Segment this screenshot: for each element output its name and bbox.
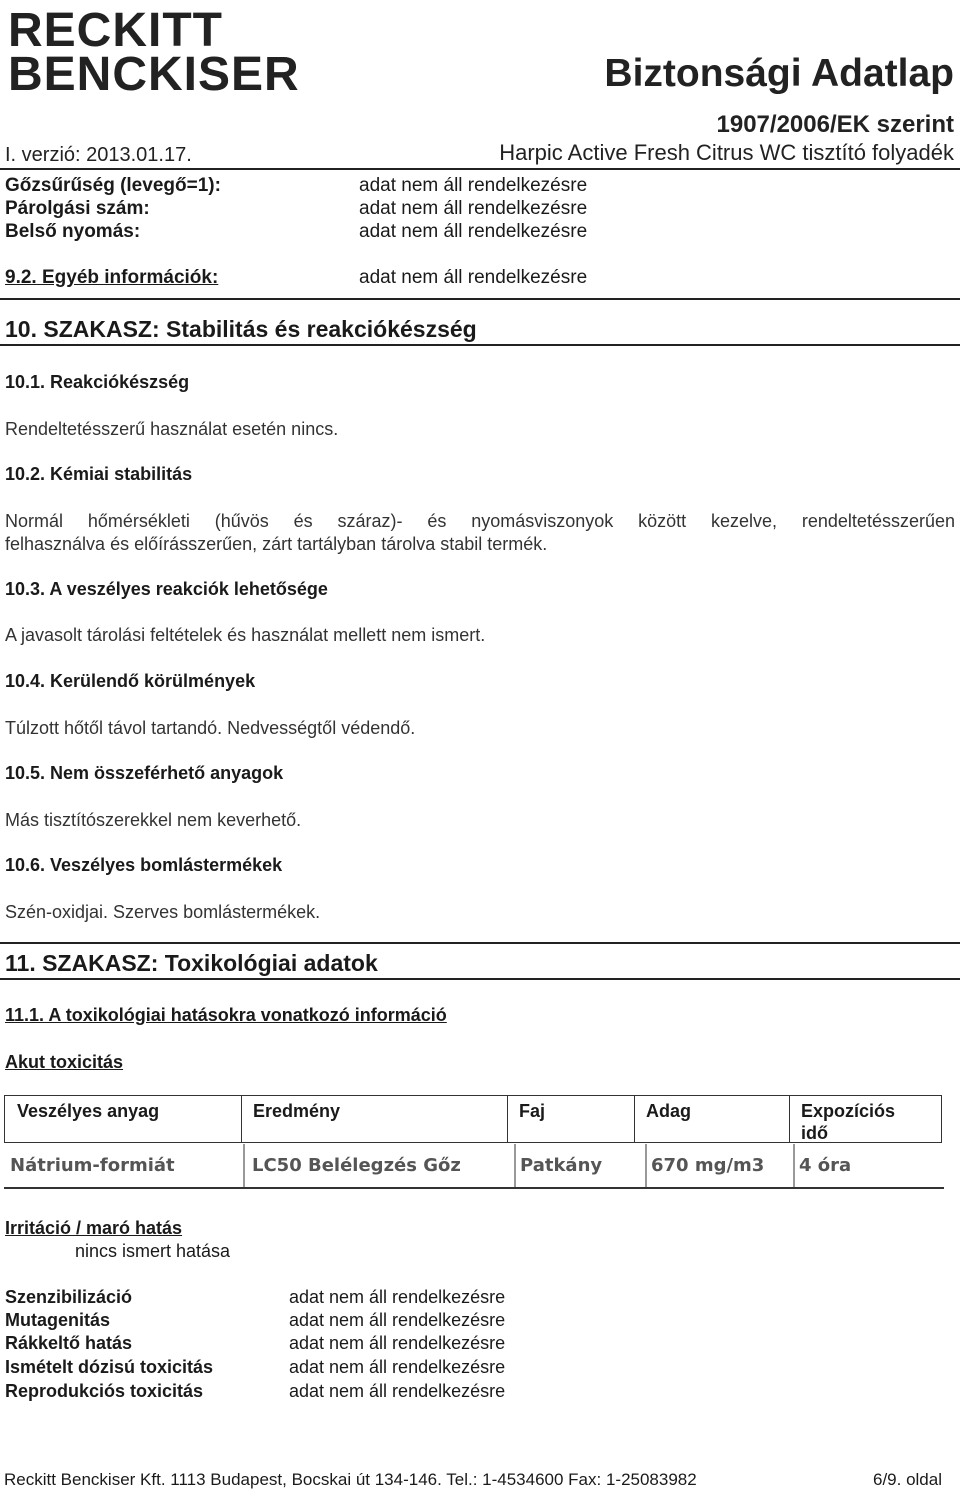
section-divider — [0, 942, 960, 944]
col-divider — [241, 1096, 242, 1142]
logo-line2: BENCKISER — [8, 48, 300, 101]
col-divider — [645, 1144, 647, 1188]
prop-label: 9.2. Egyéb információk: — [5, 267, 219, 288]
effect-label: Reprodukciós toxicitás — [5, 1381, 204, 1401]
table-cell: 4 óra — [799, 1155, 852, 1176]
col-header: Adag — [646, 1101, 691, 1121]
effect-value: adat nem áll rendelkezésre — [289, 1310, 506, 1330]
logo-line1: RECKITT — [8, 4, 223, 57]
col-header: Expozíciós — [801, 1101, 896, 1121]
prop-value: adat nem áll rendelkezésre — [359, 267, 588, 288]
subsection-text: Szén-oxidjai. Szerves bomlástermékek. — [5, 902, 321, 922]
company-logo — [8, 4, 300, 101]
effect-label: Rákkeltő hatás — [5, 1333, 133, 1353]
col-header: idő — [801, 1123, 828, 1143]
section-divider — [0, 298, 960, 300]
effect-value: adat nem áll rendelkezésre — [289, 1287, 506, 1307]
subsection-text: A javasolt tárolási feltételek és használat mellett nem ismert. — [5, 625, 486, 645]
col-divider — [793, 1144, 795, 1188]
table-cell: 670 mg/m3 — [651, 1155, 765, 1176]
regulation-ref: 1907/2006/EK szerint — [716, 111, 954, 138]
prop-value: adat nem áll rendelkezésre — [359, 175, 588, 196]
prop-label: Belső nyomás: — [5, 221, 141, 242]
subsection-text: Normál hőmérsékleti (hűvös és száraz)- és nyomásviszonyok között kezelve, rendeltetésszerűen — [5, 511, 955, 531]
subsection-title: 10.2. Kémiai stabilitás — [5, 464, 193, 484]
section-divider — [0, 978, 960, 980]
col-header: Veszélyes anyag — [17, 1101, 160, 1121]
effect-value: adat nem áll rendelkezésre — [289, 1381, 506, 1401]
col-divider — [243, 1144, 245, 1188]
table-cell: Patkány — [520, 1155, 603, 1176]
prop-label: Gőzsűrűség (levegő=1): — [5, 175, 221, 196]
prop-label: Párolgási szám: — [5, 198, 150, 219]
subsection-text: Más tisztítószerekkel nem keverhető. — [5, 810, 302, 830]
col-divider — [507, 1096, 508, 1142]
subsection-title: 10.4. Kerülendő körülmények — [5, 671, 256, 691]
effect-value: adat nem áll rendelkezésre — [289, 1357, 506, 1377]
effect-label: Szenzibilizáció — [5, 1287, 133, 1307]
header-divider — [0, 168, 960, 170]
document-title: Biztonsági Adatlap — [604, 52, 954, 95]
acute-toxicity-title: Akut toxicitás — [5, 1052, 124, 1072]
subsection-title: 10.6. Veszélyes bomlástermékek — [5, 855, 283, 875]
subsection-text: felhasználva és előírásszerűen, zárt tartályban tárolva stabil termék. — [5, 534, 548, 554]
table-cell: Nátrium-formiát — [10, 1155, 175, 1176]
subsection-title: 10.3. A veszélyes reakciók lehetősége — [5, 579, 328, 599]
table-bottom-border — [4, 1187, 944, 1189]
toxicity-table-header — [4, 1095, 942, 1143]
col-divider — [514, 1144, 516, 1188]
page-number: 6/9. oldal — [873, 1470, 942, 1489]
col-divider — [789, 1096, 790, 1142]
prop-value: adat nem áll rendelkezésre — [359, 221, 588, 242]
subsection-text: Túlzott hőtől távol tartandó. Nedvességtől védendő. — [5, 718, 416, 738]
table-cell: LC50 Belélegzés Gőz — [252, 1155, 461, 1176]
col-header: Eredmény — [253, 1101, 341, 1121]
effect-value: adat nem áll rendelkezésre — [289, 1333, 506, 1353]
effect-label: Mutagenitás — [5, 1310, 111, 1330]
subsection-text: Rendeltetésszerű használat esetén nincs. — [5, 419, 339, 439]
irritation-title: Irritáció / maró hatás — [5, 1218, 183, 1238]
subsection-title: 10.5. Nem összeférhető anyagok — [5, 763, 284, 783]
subsection-title: 11.1. A toxikológiai hatásokra vonatkozó információ — [5, 1005, 447, 1025]
effect-label: Ismételt dózisú toxicitás — [5, 1357, 214, 1377]
col-header: Faj — [519, 1101, 546, 1121]
irritation-text: nincs ismert hatása — [75, 1241, 231, 1261]
section-11-title: 11. SZAKASZ: Toxikológiai adatok — [5, 950, 378, 976]
version-date: I. verzió: 2013.01.17. — [5, 144, 192, 166]
section-divider — [0, 344, 960, 346]
prop-value: adat nem áll rendelkezésre — [359, 198, 588, 219]
subsection-title: 10.1. Reakciókészség — [5, 372, 190, 392]
col-divider — [634, 1096, 635, 1142]
footer-address: Reckitt Benckiser Kft. 1113 Budapest, Bocskai út 134-146. Tel.: 1-4534600 Fax: 1-25083982 — [4, 1470, 697, 1489]
product-name: Harpic Active Fresh Citrus WC tisztító folyadék — [499, 140, 954, 165]
section-10-title: 10. SZAKASZ: Stabilitás és reakciókészség — [5, 316, 477, 342]
